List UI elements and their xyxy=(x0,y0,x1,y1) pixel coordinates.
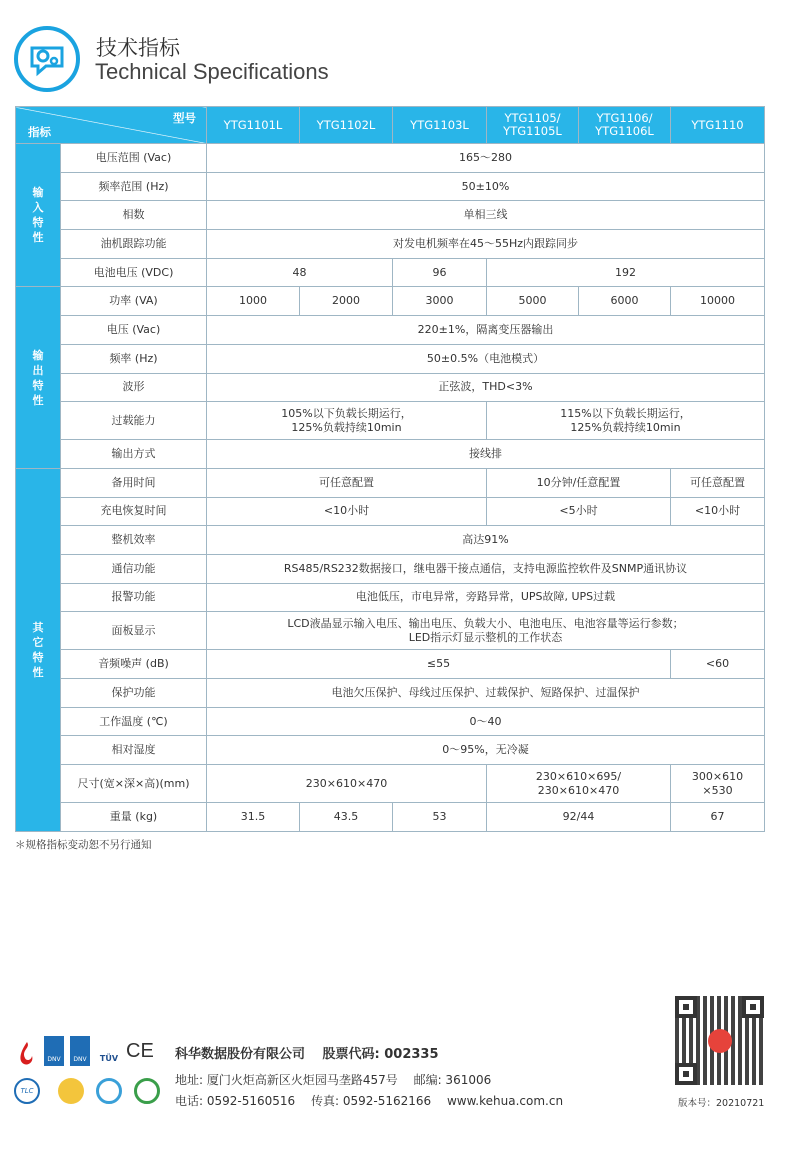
spec-name: 电压 (Vac) xyxy=(61,316,207,345)
spec-value: 115%以下负载长期运行， 125%负载持续10min xyxy=(487,402,765,440)
spec-value: 对发电机频率在45～55Hz内跟踪同步 xyxy=(207,230,765,259)
spec-value: 48 xyxy=(207,258,393,287)
spec-name: 保护功能 xyxy=(61,679,207,708)
table-row xyxy=(16,583,765,612)
spec-value: 92/44 xyxy=(487,803,671,832)
spec-name: 工作温度 (℃) xyxy=(61,707,207,736)
table-row xyxy=(16,258,765,287)
spec-value: 53 xyxy=(393,803,487,832)
spec-name: 面板显示 xyxy=(61,612,207,650)
cert-seal-icon xyxy=(96,1078,122,1104)
spec-value: <10小时 xyxy=(671,497,765,526)
table-row xyxy=(16,803,765,832)
table-row xyxy=(16,287,765,316)
spec-value: 31.5 xyxy=(207,803,300,832)
spec-value: ≤55 xyxy=(207,650,671,679)
table-row xyxy=(16,230,765,259)
spec-value: 0～95%，无冷凝 xyxy=(207,736,765,765)
spec-name: 油机跟踪功能 xyxy=(61,230,207,259)
spec-value: 0～40 xyxy=(207,707,765,736)
tlc-mark-icon: TLC xyxy=(14,1078,40,1104)
award-badge-icon xyxy=(58,1078,84,1104)
spec-name: 音频噪声 (dB) xyxy=(61,650,207,679)
spec-name: 重量 (kg) xyxy=(61,803,207,832)
spec-value: 105%以下负载长期运行， 125%负载持续10min xyxy=(207,402,487,440)
table-row xyxy=(16,526,765,555)
spec-value: <60 xyxy=(671,650,765,679)
footnote: ＊规格指标变动恕不另行通知 xyxy=(15,839,152,851)
dnv-mark-icon: DNV xyxy=(44,1036,64,1066)
spec-name: 尺寸(宽×深×高)(mm) xyxy=(61,765,207,803)
company-name: 科华数据股份有限公司 股票代码: 002335 xyxy=(175,1047,439,1062)
table-header-row xyxy=(16,107,765,144)
spec-name: 报警功能 xyxy=(61,583,207,612)
spec-value: LCD液晶显示输入电压、输出电压、负载大小、电池电压、电池容量等运行参数； LED指示灯显示整机的工作状态 xyxy=(207,612,765,650)
spec-name: 通信功能 xyxy=(61,554,207,583)
spec-value: 50±10% xyxy=(207,172,765,201)
spec-value: 50±0.5%（电池模式） xyxy=(207,344,765,373)
spec-value: RS485/RS232数据接口，继电器干接点通信，支持电源监控软件及SNMP通讯协议 xyxy=(207,554,765,583)
category-label-other: 其 它 特 性 xyxy=(16,468,61,831)
spec-value: 10分钟/任意配置 xyxy=(487,468,671,497)
tuv-mark-icon: TÜV xyxy=(99,1054,119,1063)
table-row xyxy=(16,707,765,736)
spec-value: 67 xyxy=(671,803,765,832)
spec-value: 单相三线 xyxy=(207,201,765,230)
table-row xyxy=(16,679,765,708)
table-row xyxy=(16,373,765,402)
table-row xyxy=(16,765,765,803)
spec-value: 230×610×470 xyxy=(207,765,487,803)
spec-value: <10小时 xyxy=(207,497,487,526)
gear-document-icon xyxy=(14,26,80,92)
table-row xyxy=(16,468,765,497)
corner-index-label: 指标 xyxy=(28,125,51,139)
spec-name: 输出方式 xyxy=(61,440,207,469)
spec-value: 43.5 xyxy=(300,803,393,832)
table-row xyxy=(16,344,765,373)
spec-value: 电池欠压保护、母线过压保护、过载保护、短路保护、过温保护 xyxy=(207,679,765,708)
category-label-output: 输 出 特 性 xyxy=(16,287,61,468)
spec-value: 300×610 ×530 xyxy=(671,765,765,803)
table-row xyxy=(16,172,765,201)
version-number: 版本号：20210721 xyxy=(678,1098,765,1109)
table-row xyxy=(16,316,765,345)
category-label-input: 输 入 特 性 xyxy=(16,144,61,287)
spec-value: 96 xyxy=(393,258,487,287)
model-header: YTG1105/ YTG1105L xyxy=(487,107,579,144)
spec-name: 整机效率 xyxy=(61,526,207,555)
green-cert-icon xyxy=(134,1078,160,1104)
spec-name: 电池电压 (VDC) xyxy=(61,258,207,287)
spec-value: 电池低压，市电异常，旁路异常，UPS故障, UPS过载 xyxy=(207,583,765,612)
spec-value: 1000 xyxy=(207,287,300,316)
table-row xyxy=(16,650,765,679)
spec-name: 频率范围 (Hz) xyxy=(61,172,207,201)
spec-name: 过载能力 xyxy=(61,402,207,440)
company-contact: 电话: 0592-5160516 传真: 0592-5162166 www.kehua.com.cn xyxy=(175,1094,564,1108)
model-header: YTG1101L xyxy=(207,107,300,144)
dnv-mark-icon: DNV xyxy=(70,1036,90,1066)
qr-code-icon xyxy=(675,996,764,1085)
ce-mark-icon: CE xyxy=(126,1040,154,1062)
table-row xyxy=(16,144,765,173)
spec-value: 正弦波，THD<3% xyxy=(207,373,765,402)
spec-name: 电压范围 (Vac) xyxy=(61,144,207,173)
model-header: YTG1110 xyxy=(671,107,765,144)
spec-name: 功率 (VA) xyxy=(61,287,207,316)
spec-value: 可任意配置 xyxy=(207,468,487,497)
company-address: 地址: 厦门火炬高新区火炬园马垄路457号 邮编: 361006 xyxy=(175,1073,492,1087)
page-subtitle: Technical Specifications xyxy=(95,59,329,84)
spec-value: 高达91% xyxy=(207,526,765,555)
spec-name: 频率 (Hz) xyxy=(61,344,207,373)
table-row xyxy=(16,554,765,583)
table-row xyxy=(16,440,765,469)
spec-value: 2000 xyxy=(300,287,393,316)
spec-value: 5000 xyxy=(487,287,579,316)
spec-value: 3000 xyxy=(393,287,487,316)
spec-value: 可任意配置 xyxy=(671,468,765,497)
table-row xyxy=(16,497,765,526)
spec-value: 230×610×695/ 230×610×470 xyxy=(487,765,671,803)
table-row xyxy=(16,402,765,440)
spec-value: 接线排 xyxy=(207,440,765,469)
model-header: YTG1102L xyxy=(300,107,393,144)
flame-logo-icon xyxy=(14,1040,40,1066)
model-header: YTG1106/ YTG1106L xyxy=(579,107,671,144)
table-row xyxy=(16,612,765,650)
spec-value: 6000 xyxy=(579,287,671,316)
spec-value: 192 xyxy=(487,258,765,287)
corner-header xyxy=(16,107,207,144)
spec-value: <5小时 xyxy=(487,497,671,526)
spec-name: 备用时间 xyxy=(61,468,207,497)
spec-value: 10000 xyxy=(671,287,765,316)
spec-name: 相对湿度 xyxy=(61,736,207,765)
model-header: YTG1103L xyxy=(393,107,487,144)
spec-name: 充电恢复时间 xyxy=(61,497,207,526)
spec-value: 165～280 xyxy=(207,144,765,173)
spec-name: 相数 xyxy=(61,201,207,230)
table-row xyxy=(16,201,765,230)
spec-name: 波形 xyxy=(61,373,207,402)
corner-model-label: 型号 xyxy=(173,111,196,125)
spec-value: 220±1%，隔离变压器输出 xyxy=(207,316,765,345)
page-title: 技术指标 xyxy=(96,36,180,60)
spec-table xyxy=(15,106,765,832)
table-row xyxy=(16,736,765,765)
